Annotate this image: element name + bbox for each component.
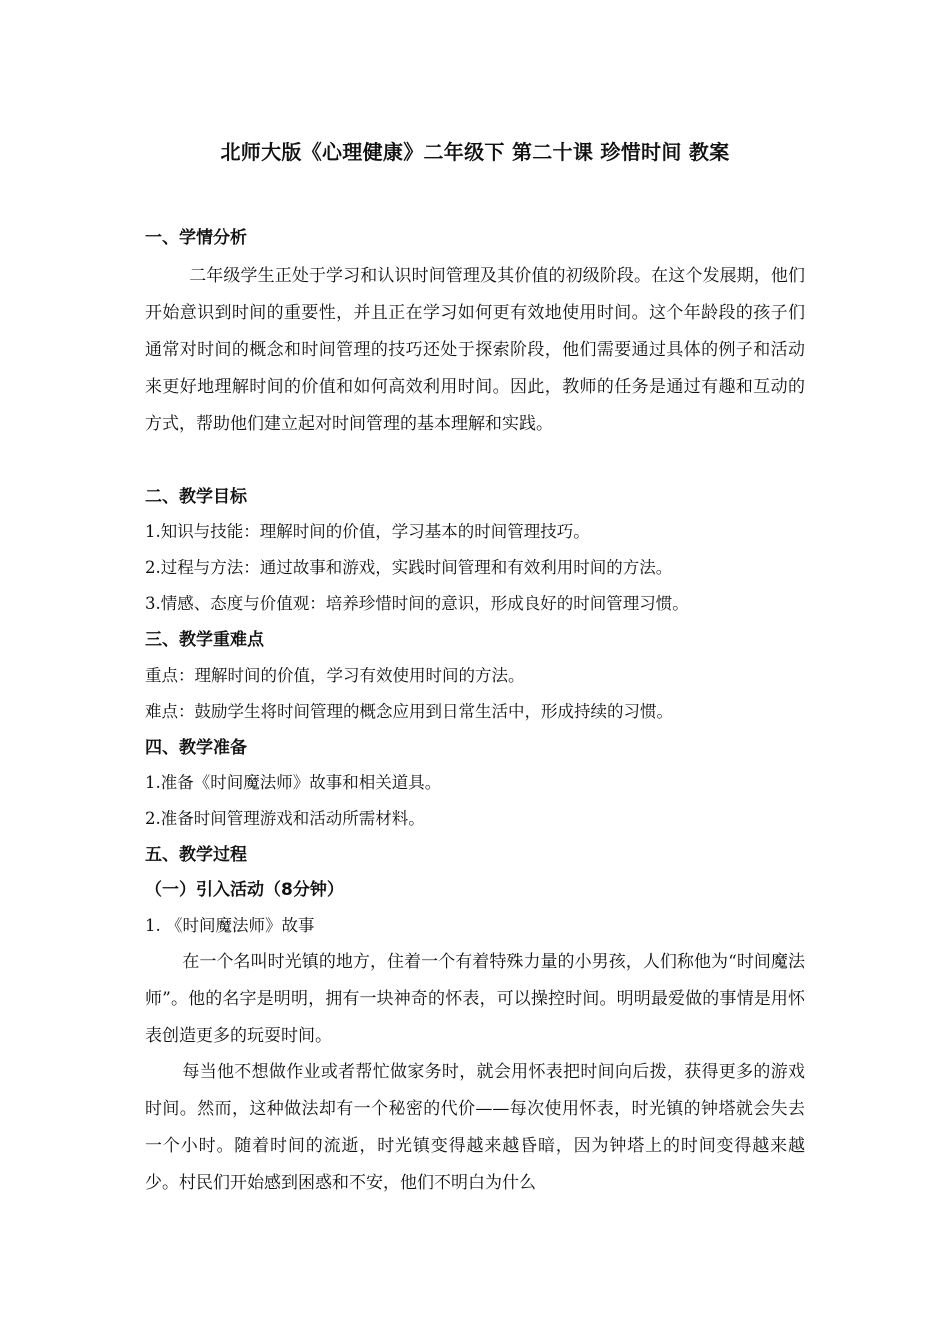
section-heading-key-points: 三、教学重难点	[145, 630, 264, 650]
goal-item-1: 1.知识与技能：理解时间的价值，学习基本的时间管理技巧。	[145, 522, 590, 541]
section-heading-analysis: 一、学情分析	[145, 228, 247, 248]
goal-item-3: 3.情感、态度与价值观：培养珍惜时间的意识，形成良好的时间管理习惯。	[145, 594, 689, 613]
section-heading-goals: 二、教学目标	[145, 487, 247, 507]
goal-item-2: 2.过程与方法：通过故事和游戏，实践时间管理和有效利用时间的方法。	[145, 558, 673, 577]
preparation-item-1: 1.准备《时间魔法师》故事和相关道具。	[145, 773, 442, 792]
preparation-item-2: 2.准备时间管理游戏和活动所需材料。	[145, 809, 425, 828]
story-label: 1. 《时间魔法师》故事	[145, 916, 315, 935]
section-heading-process: 五、教学过程	[145, 845, 247, 865]
page-title: 北师大版《心理健康》二年级下 第二十课 珍惜时间 教案	[220, 140, 730, 164]
analysis-paragraph: 二年级学生正处于学习和认识时间管理及其价值的初级阶段。在这个发展期，他们开始意识到时间的重要性，并且正在学习如何更有效地使用时间。这个年龄段的孩子们通常对时间的概念和时间管理的技巧还处于探索阶段，他们需要通过具体的例子和活动来更好地理解时间的价值和如何高效利用时间。因此，教师的任务是通过有趣和互动的方式，帮助他们建立起对时间管理的基本理解和实践。	[145, 266, 805, 434]
story-paragraph-1: 在一个名叫时光镇的地方，住着一个有着特殊力量的小男孩，人们称他为“时间魔法师”。他的名字是明明，拥有一块神奇的怀表，可以操控时间。明明最爱做的事情是用怀表创造更多的玩耍时间。	[145, 952, 805, 1046]
subheading-intro-activity: （一）引入活动（8分钟）	[145, 880, 344, 900]
section-heading-preparation: 四、教学准备	[145, 738, 247, 758]
story-paragraph-2: 每当他不想做作业或者帮忙做家务时，就会用怀表把时间向后拨，获得更多的游戏时间。然而，这种做法却有一个秘密的代价——每次使用怀表，时光镇的钟塔就会失去一个小时。随着时间的流逝，时光镇变得越来越昏暗，因为钟塔上的时间变得越来越少。村民们开始感到困惑和不安，他们不明白为什么	[145, 1062, 805, 1193]
key-point: 重点：理解时间的价值，学习有效使用时间的方法。	[145, 666, 525, 685]
difficult-point: 难点：鼓励学生将时间管理的概念应用到日常生活中，形成持续的习惯。	[145, 702, 673, 721]
